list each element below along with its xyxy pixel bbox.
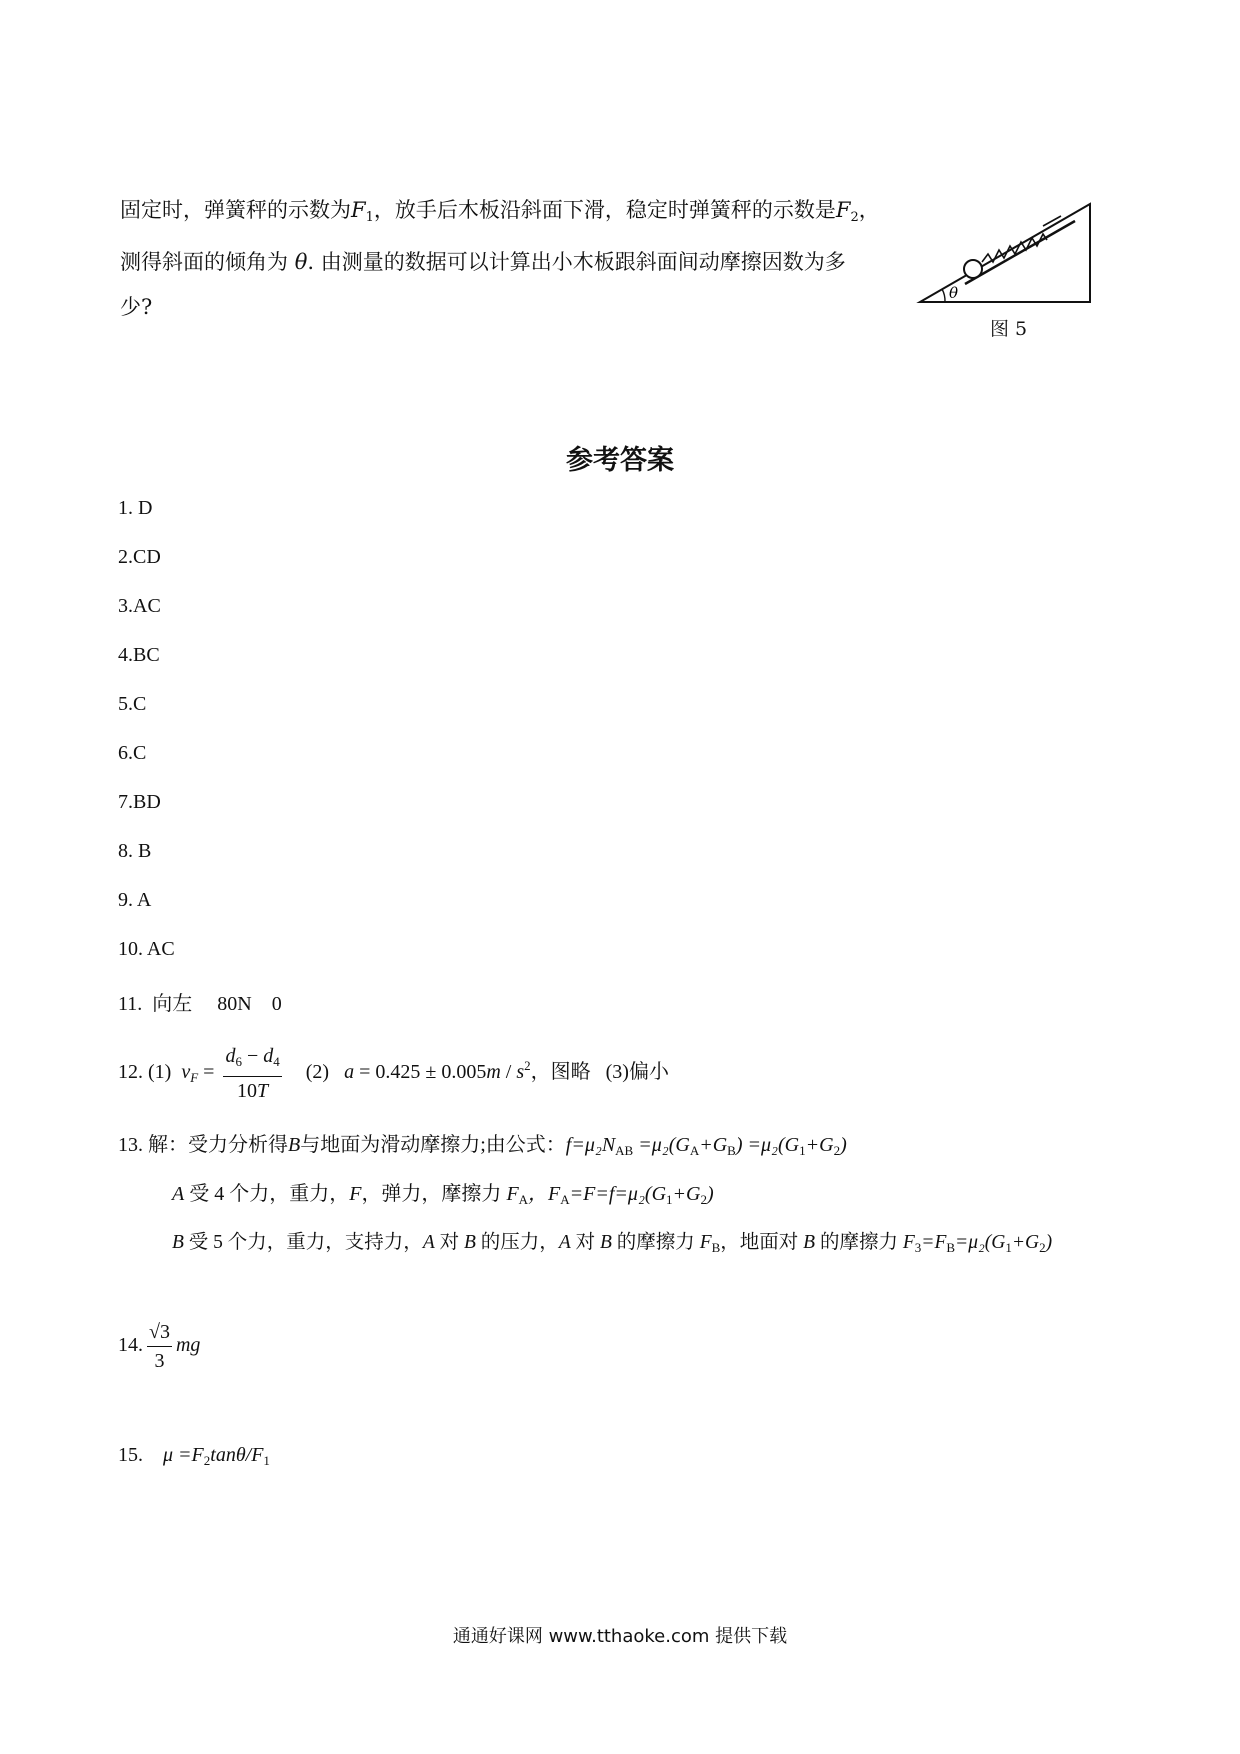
answer-1: 1. D <box>118 497 153 519</box>
wall <box>1043 216 1061 226</box>
answer-11: 11. 向左 80N 0 <box>118 993 282 1015</box>
answer-13-line-2: A 受 4 个力，重力，F，弹力，摩擦力 $F_A$，$F_A=F=f=\mu_2(G_1+G_2)$ <box>172 1183 714 1207</box>
answer-10: 10. AC <box>118 938 175 960</box>
page-footer: 通通好课网 www.tthaoke.com 提供下载 <box>452 1626 788 1647</box>
answer-14: 14. $\frac{√3}{3}$ mg <box>118 1318 200 1375</box>
angle-arc <box>942 289 945 302</box>
answer-2: 2.CD <box>118 546 161 568</box>
answer-6: 6.C <box>118 742 147 764</box>
answer-13-line-3: B 受 5 个力，重力，支持力，A 对 B 的压力，A 对 B 的摩擦力 $F_B$，地面对 B 的摩擦力 $F_3=F_B=\mu_2(G_1+G_2)$ <box>172 1232 1053 1255</box>
answer-9: 9. A <box>118 889 152 911</box>
page-title: 参考答案 <box>566 445 674 476</box>
figure-caption: 图 5 <box>990 318 1028 340</box>
velocity-fraction: $\frac{d_6 - d_4}{10T}$ <box>223 1042 281 1105</box>
question-line-3: 少? <box>120 295 153 319</box>
answer-3: 3.AC <box>118 595 161 617</box>
answer-15: 15. $\mu =F_2\tan\theta/F_1$ <box>118 1444 270 1468</box>
answer-12: 12. (1) $v_F$ = $\frac{d_6 - d_4}{10T}$ (2) $a = 0.425 \pm 0.005m / s^2$，图略 (3)偏小 <box>118 1042 669 1105</box>
question-line-1: 固定时，弹簧秤的示数为$F_1$，放手后木板沿斜面下滑，稳定时弹簧秤的示数是$F_2$， <box>120 198 880 225</box>
answer-5: 5.C <box>118 693 147 715</box>
answer-7: 7.BD <box>118 791 161 813</box>
answer-8: 8. B <box>118 840 152 862</box>
answer-13-line-1: 13. 解：受力分析得B与地面为滑动摩擦力;由公式：$f=\mu_2N_{AB} =\mu_2(G_A+G_B) =\mu_2(G_1+G_2)$ <box>118 1134 847 1158</box>
board <box>965 221 1075 284</box>
block <box>964 260 982 278</box>
sqrt3-fraction: $\frac{√3}{3}$ <box>147 1318 172 1375</box>
angle-label: θ <box>949 284 959 302</box>
question-line-2: 测得斜面的倾角为 θ. 由测量的数据可以计算出小木板跟斜面间动摩擦因数为多 <box>120 250 846 274</box>
question-text <box>120 188 900 330</box>
incline-triangle <box>920 204 1090 302</box>
answer-4: 4.BC <box>118 644 160 666</box>
